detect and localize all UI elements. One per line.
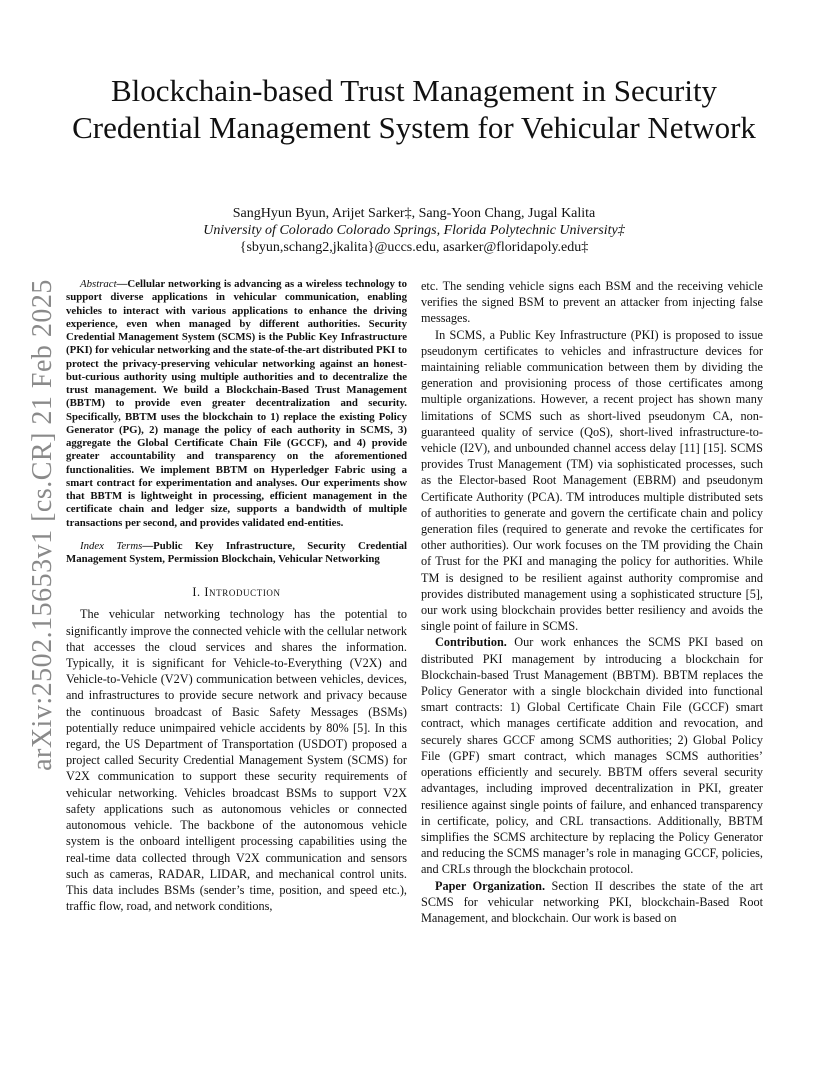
contribution-label: Contribution.	[435, 635, 507, 650]
abstract-label: Abstract	[80, 278, 117, 290]
left-column	[66, 278, 407, 914]
body-paragraph: In SCMS, a Public Key Infrastructure (PKI) is proposed to issue pseudonym certificates to vehicles and infrastructure devices for maintaining reliable communication between them by dividing the generation and provisioning process of those certificates among multiple organizations. However, a recent project has shown many limitations of SCMS such as short-lived pseudonym CA, non-guaranteed quality of service (QoS), short-lived infrastructure-to-vehicle (I2V), and unbounded channel access delay [11] [15]. SCMS provides Trust Management (TM) via sophisticated processes, such as the Elector-based Root Management (EBRM) and pseudonym Certificate Authority (PCA). TM introduces multiple distributed sets of authorities to generate and govern the certificate chain and policy generation files (required to generate and revoke the certificates for other authorities). Our work focuses on the TM providing the Chain of Trust for the PKI and managing the policy for authorities. While TM is designed to be resilient against authority compromise and provides distributed management using a sophisticated structure [5], our work using blockchain provides better resiliency and avoids the single point of failure in SCMS.	[421, 327, 763, 634]
arxiv-stamp-text: arXiv:2502.15653v1 [cs.CR] 21 Feb 2025	[27, 279, 58, 771]
author-emails: {sbyun,schang2,jkalita}@uccs.edu, asarker@floridapoly.edu‡	[239, 240, 589, 255]
author-block	[70, 205, 758, 256]
abstract	[66, 278, 407, 530]
contribution-text: Our work enhances the SCMS PKI based on distributed PKI management by introducing a blockchain for Blockchain-based Trust Management (BBTM). BBTM replaces the Policy Generator with a single blockchain divided into functional smart contracts: 1) Global Certificate Chain File (GCCF) smart contract, which manages certificate addition and revocation, and securely shares GCCF among SCMS authorities; 2) Global Policy File (GPF) smart contract, which manages SCMS authorities’ operations efficiently and securely. BBTM offers several security advantages, including improved decentralization in PKI, greater resilience against single points of failure, and enhanced transparency in certificate, policy, and CRL transactions. Additionally, BBTM simplifies the SCMS architecture by replacing the Policy Generator and reducing the SCMS manager’s role in managing GCCF, policies, and CRLs through the blockchain protocol.	[421, 635, 763, 877]
section-heading-introduction	[66, 584, 407, 600]
right-column	[421, 278, 763, 926]
section-title: Introduction	[204, 585, 281, 600]
contribution-paragraph	[421, 634, 763, 877]
author-names: SangHyun Byun, Arijet Sarker‡, Sang-Yoon Chang, Jugal Kalita	[232, 206, 596, 221]
arxiv-stamp	[23, 279, 63, 771]
author-affiliation: University of Colorado Colorado Springs, Florida Polytechnic University‡	[203, 223, 625, 238]
intro-paragraph: The vehicular networking technology has the potential to significantly improve the connected vehicle with the cellular network that accesses the cloud services and shares the information. Typically, it is significant for Vehicle-to-Everything (V2X) and Vehicle-to-Vehicle (V2V) communication between vehicles, devices, and infrastructures to provide secure network and privacy because the continuous broadcast of Basic Safety Messages (BSMs) potentially reduce unimpaired vehicle accidents by 80% [5]. In this regard, the US Department of Transportation (USDOT) proposed a project called Security Credential Management System (SCMS) for V2X communication to support these security requirements of vehicular networking. Vehicles broadcast BSMs to support V2X safety applications such as autonomous vehicles or connected autonomous vehicle. The backbone of the autonomous vehicle system is the onboard intelligent processing capabilities using the real-time data collected through V2X communication and sensors such as cameras, RADAR, LIDAR, and mechanical control units. This data includes BSMs (sender’s time, position, and speed etc.), traffic flow, road, and network conditions,	[66, 607, 407, 914]
abstract-text: —Cellular networking is advancing as a wireless technology to support diverse applications in vehicular communication, enabling vehicles to interact with various applications to enhance the driving experience, even when managed by different authorities. Security Credential Management System (SCMS) is the Public Key Infrastructure (PKI) for vehicular networking and the state-of-the-art distributed PKI to protect the privacy-preserving vehicular networking against an honest-but-curious authority using multiple authorities and to decentralize the trust management. We build a Blockchain-Based Trust Management (BBTM) to provide even greater decentralization and security. Specifically, BBTM uses the blockchain to 1) replace the existing Policy Generator (PG), 2) manage the policy of each authority in SCMS, 3) aggregate the Global Certificate Chain File (GCCF), and 4) provide greater accountability and transparency on the aforementioned functionalities. We implement BBTM on Hyperledger Fabric using a smart contract for experimentation and analyses. Our experiments show that BBTM is lightweight in processing, efficient management in the certificate chain and ledger size, supports a bandwidth of multiple transactions per second, and provides validated end-entities.	[66, 278, 407, 529]
section-number: I.	[192, 585, 205, 600]
index-terms-label: Index Terms	[80, 539, 143, 552]
index-terms-text: —Public Key Infrastructure, Security Credential Management System, Permission Blockchain, Vehicular Networking	[66, 539, 407, 565]
index-terms	[66, 540, 407, 567]
organization-paragraph	[421, 878, 763, 927]
body-paragraph: etc. The sending vehicle signs each BSM and the receiving vehicle verifies the signed BSM to prevent an attacker from injecting false messages.	[421, 279, 763, 326]
organization-label: Paper Organization.	[435, 878, 546, 893]
organization-text: Section II describes the state of the art SCMS for vehicular networking PKI, blockchain-Based Root Management, and blockchain. Our work is based on	[421, 878, 763, 925]
paper-title: Blockchain-based Trust Management in Security Credential Management System for Vehicular Network	[72, 73, 756, 145]
